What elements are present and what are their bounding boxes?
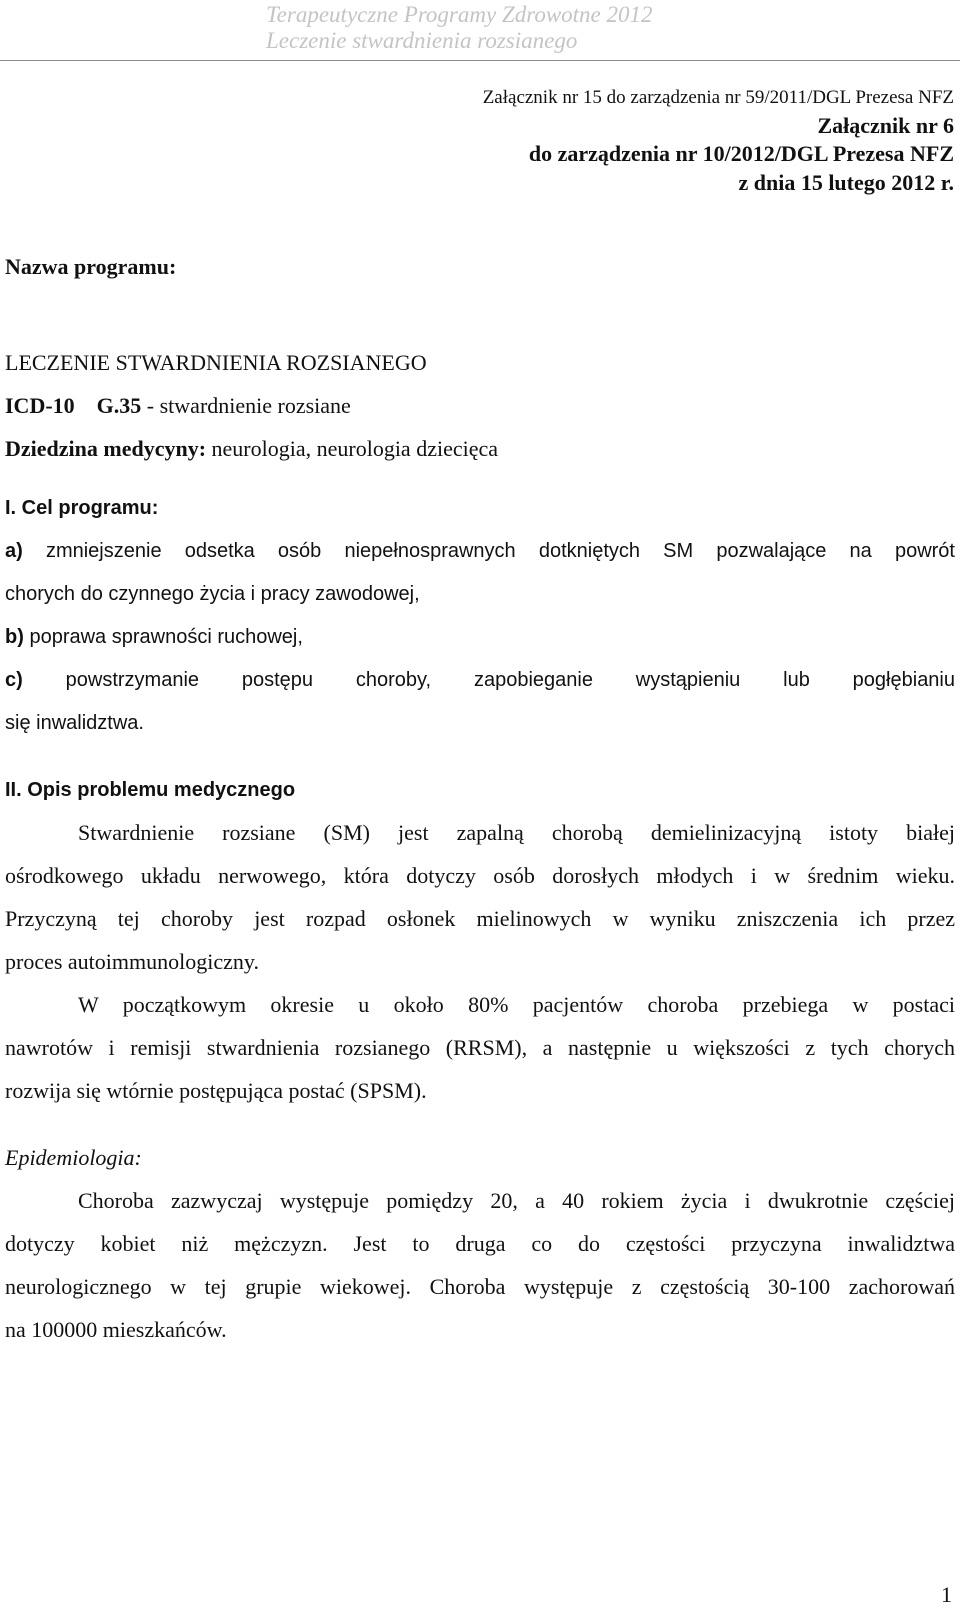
problem-p1-line-1: Stwardnienie rozsiane (SM) jest zapalną chorobą demielinizacyjną istoty białej (78, 820, 955, 845)
problem-p2-line-1: W początkowym okresie u około 80% pacjentów choroba przebiega w postaci (78, 992, 955, 1017)
epidemiology-line-1: Choroba zazwyczaj występuje pomiędzy 20, a 40 rokiem życia i dwukrotnie częściej (78, 1188, 955, 1213)
epidemiology-line-4: na 100000 mieszkańców. (5, 1317, 227, 1342)
running-header (0, 0, 960, 61)
goal-c-marker: c) (5, 669, 23, 691)
icd-description: - stwardnienie rozsiane (141, 393, 351, 418)
order-reference: do zarządzenia nr 10/2012/DGL Prezesa NFZ (528, 141, 954, 166)
page-number: 1 (941, 1582, 952, 1607)
header-title: Terapeutyczne Programy Zdrowotne 2012 (266, 2, 653, 27)
goal-c-line-1: c) powstrzymanie postępu choroby, zapobieganie wystąpieniu lub pogłębianiu (5, 669, 955, 691)
goal-b-marker: b) (5, 626, 24, 648)
goal-a-line-2: chorych do czynnego życia i pracy zawodowej, (5, 583, 420, 605)
problem-p1-line-4: proces autoimmunologiczny. (5, 949, 259, 974)
problem-p1-line-2: ośrodkowego układu nerwowego, która dotyczy osób dorosłych młodych i w średnim wieku. (5, 863, 955, 888)
goal-a-line-1: a) zmniejszenie odsetka osób niepełnosprawnych dotkniętych SM pozwalające na powrót (5, 540, 955, 562)
section-1-title: I. Cel programu: (5, 497, 159, 519)
problem-p2-line-3: rozwija się wtórnie postępująca postać (SPSM). (5, 1078, 427, 1103)
epidemiology-title: Epidemiologia: (5, 1145, 142, 1170)
medical-field-value: neurologia, neurologia dziecięca (206, 436, 499, 461)
icd-line (5, 393, 351, 419)
icd-code: G.35 (96, 393, 142, 418)
epidemiology-line-2: dotyczy kobiet niż mężczyzn. Jest to druga co do częstości przyczyna inwalidztwa (5, 1231, 955, 1256)
icd-label: ICD-10 (5, 393, 75, 418)
annex-number: Załącznik nr 6 (817, 113, 954, 138)
problem-p1-line-3: Przyczyną tej choroby jest rozpad osłonek mielinowych w wyniku zniszczenia ich przez (5, 906, 955, 931)
medical-field-label: Dziedzina medycyny: (5, 436, 207, 461)
program-name: LECZENIE STWARDNIENIA ROZSIANEGO (5, 350, 427, 375)
section-2-title: II. Opis problemu medycznego (5, 779, 296, 801)
annex-reference-old: Załącznik nr 15 do zarządzenia nr 59/2011/DGL Prezesa NFZ (482, 87, 954, 108)
goal-c-line-2: się inwalidztwa. (5, 712, 144, 734)
problem-p2-line-2: nawrotów i remisji stwardnienia rozsianego (RRSM), a następnie u większości z tych chorych (5, 1035, 955, 1060)
medical-field-line (5, 436, 498, 462)
goal-a-marker: a) (5, 540, 23, 562)
order-date: z dnia 15 lutego 2012 r. (738, 170, 954, 195)
program-name-label: Nazwa programu: (5, 254, 177, 279)
goal-b: b) poprawa sprawności ruchowej, (5, 626, 303, 648)
header-subtitle: Leczenie stwardnienia rozsianego (266, 28, 578, 53)
epidemiology-line-3: neurologicznego w tej grupie wiekowej. Choroba występuje z częstością 30-100 zachorowań (5, 1274, 955, 1299)
